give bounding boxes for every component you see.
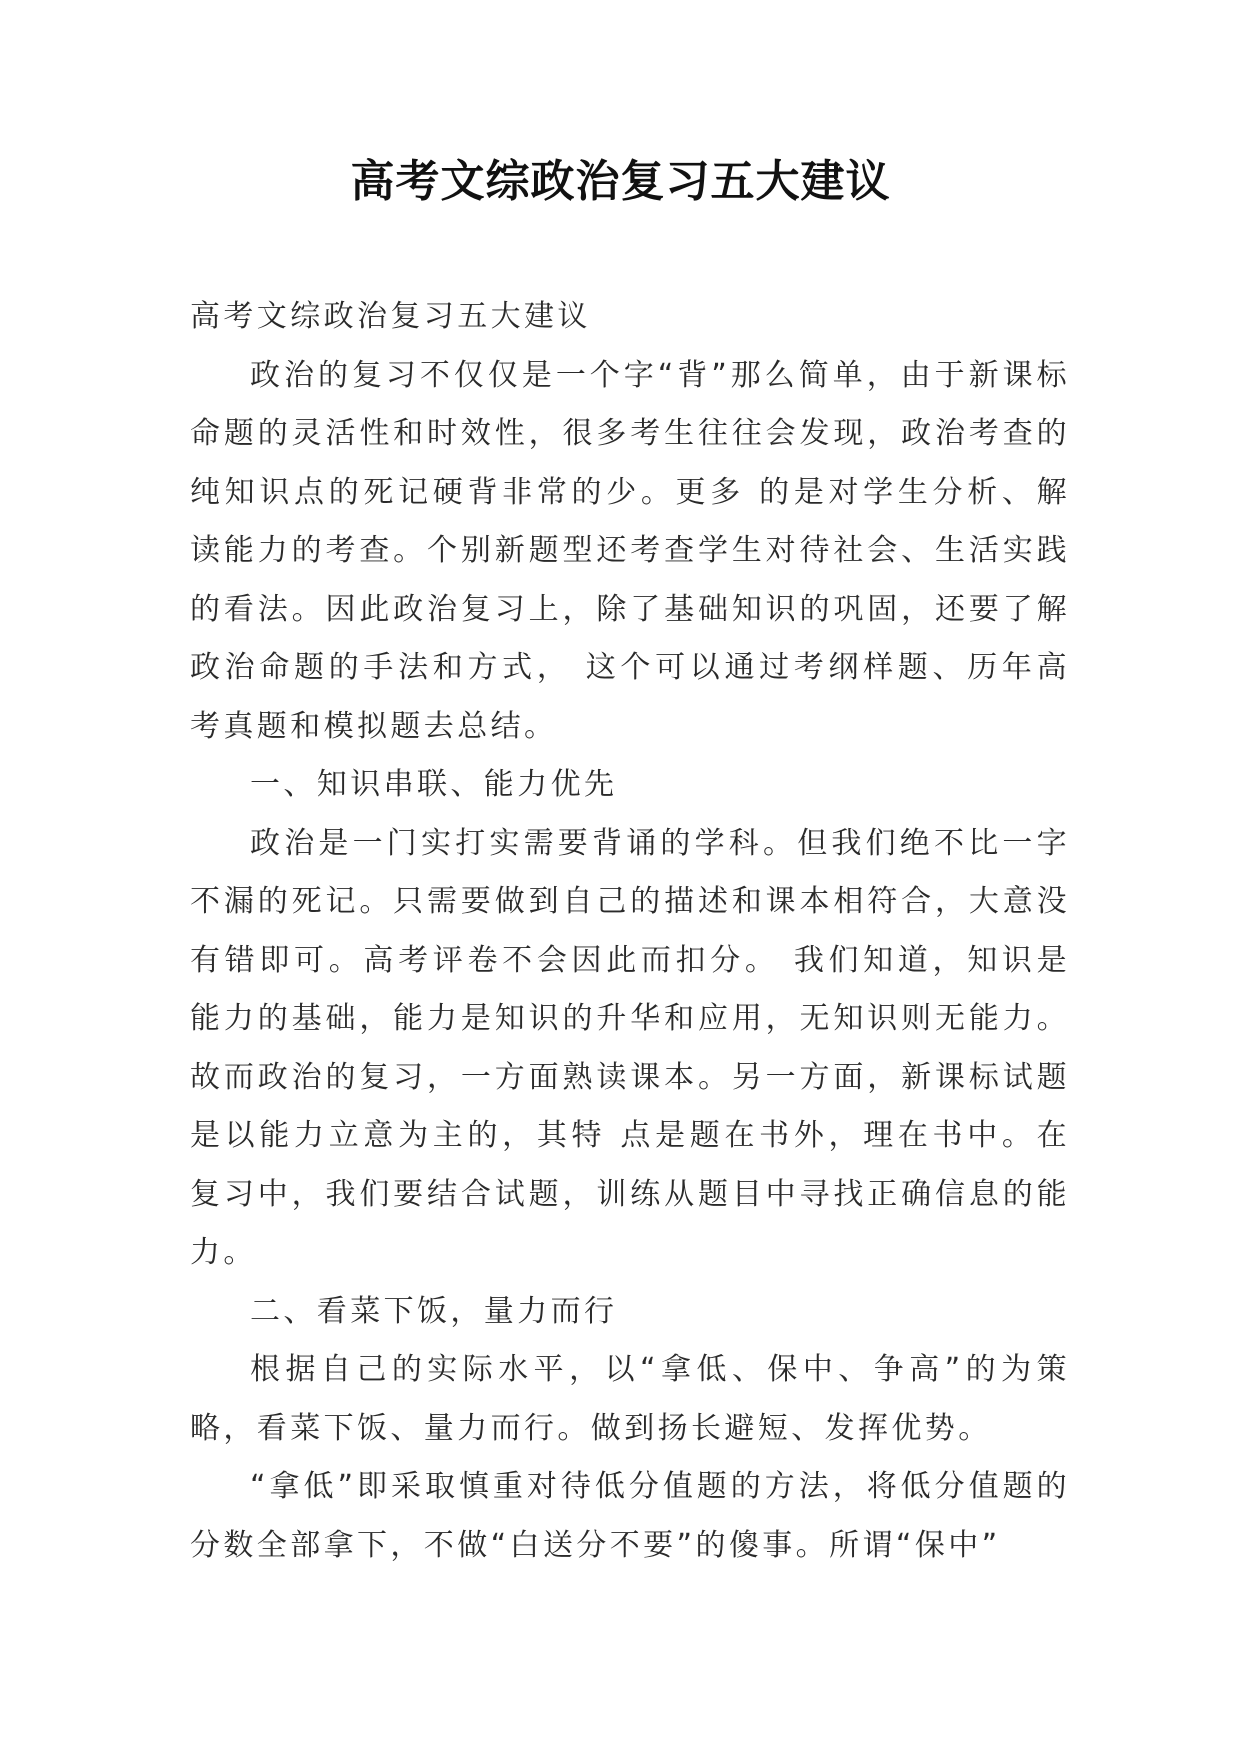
paragraph-section-2-detail: “拿低”即采取慎重对待低分值题的方法，将低分值题的分数全部拿下，不做“白送分不要”的傻事。所谓“保中” <box>190 1469 1070 1563</box>
paragraph-heading-repeat: 高考文综政治复习五大建议 <box>190 299 591 334</box>
section-heading-1: 一、知识串联、能力优先 <box>250 767 618 802</box>
paragraph-section-1: 政治是一门实打实需要背诵的学科。但我们绝不比一字不漏的死记。只需要做到自己的描述和课本相符合，大意没有错即可。高考评卷不会因此而扣分。 我们知道，知识是能力的基础，能力是知识的升华和应用，无知识则无能力。故而政治的复习，一方面熟读课本。另一方面，新课标试题是以能力立意为主的，其特 点是题在书外，理在书中。在复习中，我们要结合试题，训练从题目中寻找正确信息的能力。 <box>190 825 1070 1270</box>
document-title: 高考文综政治复习五大建议 <box>350 156 891 207</box>
document-body <box>190 288 1070 1575</box>
paragraph-intro: 政治的复习不仅仅是一个字“背”那么简单，由于新课标命题的灵活性和时效性，很多考生往往会发现，政治考查的纯知识点的死记硬背非常的少。更多 的是对学生分析、解读能力的考查。个别新题型还考查学生对待社会、生活实践的看法。因此政治复习上，除了基础知识的巩固，还要了解政治命题的手法和方式， 这个可以通过考纲样题、历年高考真题和模拟题去总结。 <box>190 357 1070 744</box>
section-heading-2: 二、看菜下饭，量力而行 <box>250 1293 618 1329</box>
paragraph-section-2: 根据自己的实际水平，以“拿低、保中、争高”的为策略，看菜下饭、量力而行。做到扬长避短、发挥优势。 <box>190 1352 1070 1446</box>
